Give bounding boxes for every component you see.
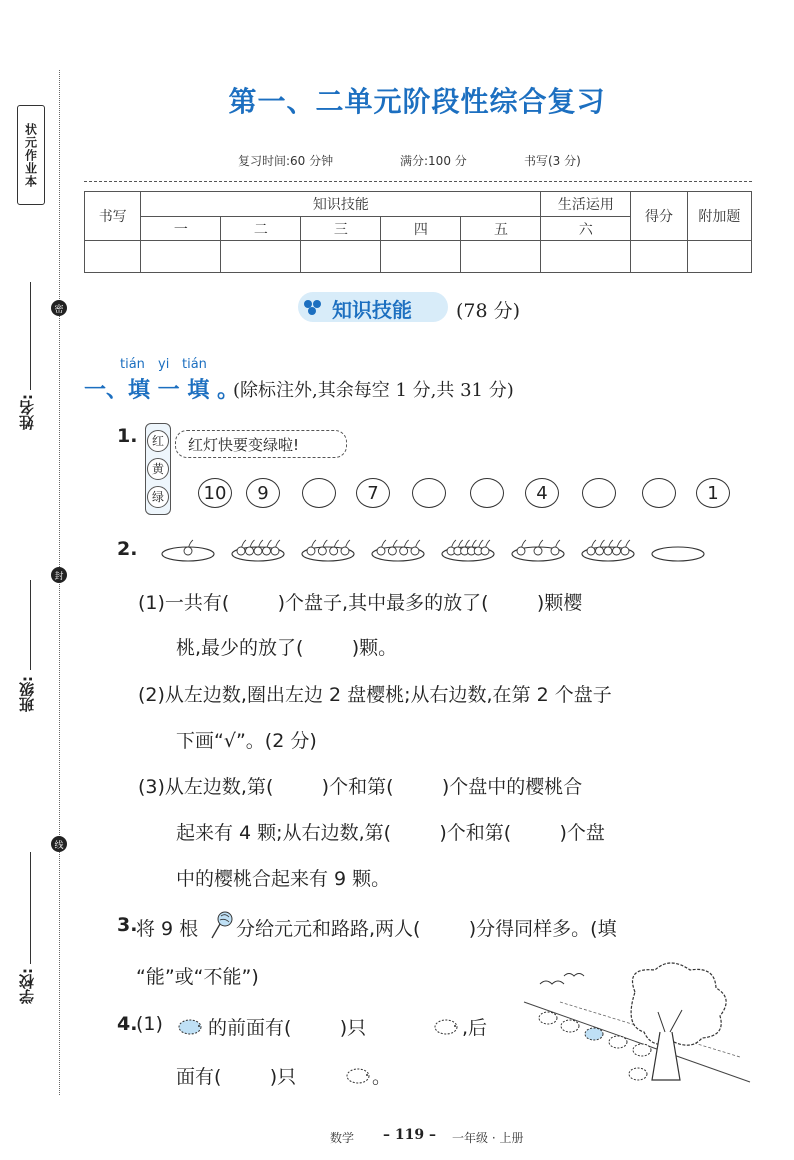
cherry [400,547,408,555]
section-title: 知识技能 [332,298,412,322]
number-circle: 7 [356,478,390,508]
cherry [263,547,271,555]
cherry [481,547,489,555]
cherry-plate[interactable] [300,537,356,563]
cherry [587,547,595,555]
seal-mark: 封 [51,567,67,583]
writing-score: 书写(3 分) [524,154,581,168]
text-line: 桃,最少的放了( )颗。 [176,637,398,659]
cherry [307,547,315,555]
cherry [330,547,338,555]
question-note: (除标注外,其余每空 1 分,共 31 分) [233,380,514,401]
full-score: 满分:100 分 [400,154,467,168]
score-cell[interactable] [381,241,461,273]
exam-time: 复习时间:60 分钟 [238,154,334,168]
problem-number: 2. [117,538,138,560]
question-number: 一、 [84,378,129,403]
school-line[interactable] [30,852,31,964]
number-circle: 10 [198,478,232,508]
hedgehog-icon [432,1016,460,1036]
answer-circle[interactable] [470,478,504,508]
cherry [621,547,629,555]
text-line: 分给元元和路路,两人( )分得同样多。(填 [236,918,617,940]
cherry-plate[interactable] [510,537,566,563]
problem-number: 4. [117,1013,138,1035]
light-red: 红 [147,430,169,452]
cherry [341,547,349,555]
pinyin: tián [182,357,207,372]
hedgehog-tree-illustration [520,962,760,1092]
part-header: 三 [301,217,381,241]
footer-grade: 一年级 · 上册 [452,1131,524,1145]
cherry [246,547,254,555]
text-line: “能”或“不能”) [136,966,259,988]
score-cell[interactable] [301,241,381,273]
lollipop-icon [208,910,234,940]
cherry [254,547,262,555]
cherry [596,547,604,555]
score-cell[interactable] [687,241,751,273]
cherry [388,547,396,555]
cherry [411,547,419,555]
life-header: 生活运用 [541,192,631,217]
speech-bubble: 红灯快要变绿啦! [175,430,347,458]
cherry [318,547,326,555]
cherry [271,547,279,555]
text-line: (1) [136,1013,163,1035]
cherry [534,547,542,555]
part-header: 二 [221,217,301,241]
seal-mark: 线 [51,836,67,852]
page-number: – 119 – [383,1127,436,1143]
number-circle: 1 [696,478,730,508]
part-header: 五 [461,217,541,241]
plate-shape [652,547,704,561]
score-cell[interactable] [461,241,541,273]
cherry [551,547,559,555]
answer-circle[interactable] [642,478,676,508]
cherry-plate[interactable] [230,537,286,563]
problem-number: 3. [117,914,138,936]
pinyin: yi [158,357,170,372]
page-title: 第一、二单元阶段性综合复习 [228,85,606,118]
answer-circle[interactable] [302,478,336,508]
bonus-header: 附加题 [687,192,751,241]
class-line[interactable] [30,580,31,670]
part-header: 四 [381,217,461,241]
text-line: (3)从左边数,第( )个和第( )个盘中的樱桃合 [138,776,583,798]
hedgehog-icon [176,1016,204,1036]
score-header: 得分 [631,192,687,241]
cherry [613,547,621,555]
cherry [604,547,612,555]
number-circle: 9 [246,478,280,508]
text-line: (1)一共有( )个盘子,其中最多的放了( )颗樱 [138,592,583,614]
text-line: 起来有 4 颗;从右边数,第( )个和第( )个盘 [176,822,605,844]
writing-header: 书写 [85,192,141,241]
answer-circle[interactable] [412,478,446,508]
cherry [377,547,385,555]
class-label: 班级: [18,676,36,712]
part-header: 一 [141,217,221,241]
hedgehog-icon [344,1065,372,1085]
section-score: (78 分) [456,300,521,322]
cherry-plate[interactable] [370,537,426,563]
cherry [237,547,245,555]
pinyin: tián [120,357,145,372]
answer-circle[interactable] [582,478,616,508]
cherry-plate[interactable] [650,537,706,563]
question-title: 填 一 填 。 [128,378,239,403]
light-green: 绿 [147,486,169,508]
text-line: ,后 [462,1017,488,1039]
skills-header: 知识技能 [141,192,541,217]
text-line: 将 9 根 [136,918,199,940]
light-yellow: 黄 [147,458,169,480]
text-line: 中的樱桃合起来有 9 颗。 [176,868,391,890]
score-cell[interactable] [221,241,301,273]
cherry-plate[interactable] [440,537,496,563]
score-table [84,191,752,273]
text-line: 面有( )只 [176,1066,297,1088]
problem-number: 1. [117,425,138,447]
cherry [517,547,525,555]
part-header: 六 [541,217,631,241]
footer-subject: 数学 [330,1131,355,1145]
cherry-plate[interactable] [160,537,216,563]
seal-mark: 密 [51,300,67,316]
name-label: 姓名: [18,394,36,430]
number-circle: 4 [525,478,559,508]
name-line[interactable] [30,282,31,390]
score-cell[interactable] [85,241,141,273]
text-line: 的前面有( )只 [208,1017,367,1039]
question-heading [84,373,239,404]
score-cell[interactable] [541,241,631,273]
brand-box: 状元作业本 [17,105,45,205]
text-line: 。 [372,1066,392,1088]
divider [84,181,752,182]
text-line: (2)从左边数,圈出左边 2 盘樱桃;从右边数,在第 2 个盘子 [138,684,612,706]
dots-icon [303,299,323,315]
score-cell[interactable] [141,241,221,273]
score-cell[interactable] [631,241,687,273]
cherry-plate[interactable] [580,537,636,563]
school-label: 学校: [18,968,36,1004]
cherry [184,547,192,555]
text-line: 下画“√”。(2 分) [176,730,317,752]
traffic-light [145,423,171,515]
